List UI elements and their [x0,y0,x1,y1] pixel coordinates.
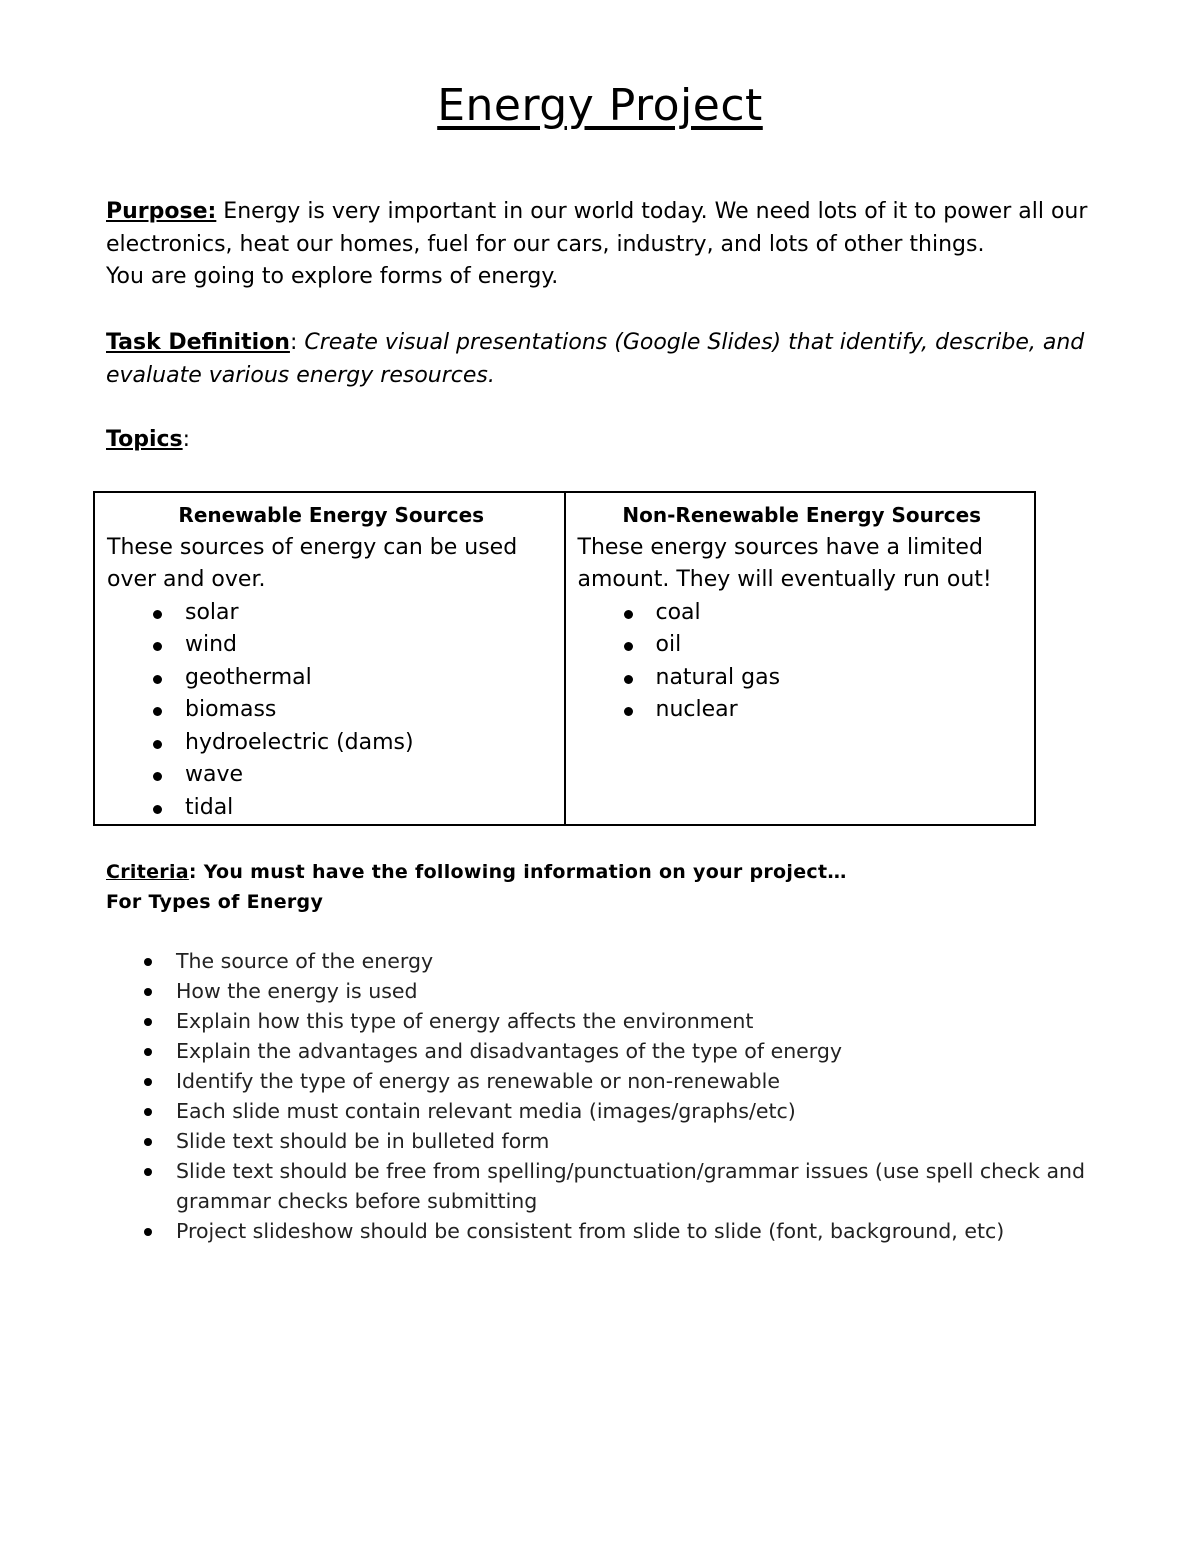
renewable-list [107,597,556,825]
nonrenewable-heading: Non-Renewable Energy Sources [622,503,982,527]
bullet-icon [624,642,633,651]
task-definition-section [106,327,1096,392]
criteria-text: : You must have the following information on your project… [188,861,847,883]
bullet-icon [144,988,152,996]
list-item: hydroelectric (dams) [143,727,556,760]
list-item: Identify the type of energy as renewable or non-renewable [106,1066,1096,1096]
bullet-icon [153,805,162,814]
topics-section [106,424,1096,457]
list-item: biomass [143,694,556,727]
task-colon: : [289,330,298,355]
task-definition-label: Task Definition [106,330,290,355]
list-item: Slide text should be in bulleted form [106,1126,1096,1156]
energy-sources-table [93,491,1036,826]
bullet-icon [144,1078,152,1086]
list-item: nuclear [614,694,1027,727]
renewable-description: These sources of energy can be used over and over. [107,534,518,592]
bullet-icon [153,772,162,781]
list-item: Explain how this type of energy affects the environment [106,1006,1096,1036]
criteria-label: Criteria [106,861,189,883]
bullet-icon [144,1108,152,1116]
purpose-text-2: You are going to explore forms of energy. [106,264,559,289]
nonrenewable-description: These energy sources have a limited amount. They will eventually run out! [577,534,992,592]
list-item: geothermal [143,662,556,695]
list-item: wave [143,759,556,792]
nonrenewable-column [565,492,1036,825]
purpose-text: Energy is very important in our world today. We need lots of it to power all our electronics, heat our homes, fuel for our cars, industry, and lots of other things. [106,199,1088,257]
bullet-icon [624,675,633,684]
renewable-heading: Renewable Energy Sources [178,503,485,527]
nonrenewable-list [578,597,1027,727]
bullet-icon [144,1048,152,1056]
list-item: Project slideshow should be consistent from slide to slide (font, background, etc) [106,1216,1096,1246]
list-item: solar [143,597,556,630]
list-item: How the energy is used [106,976,1096,1006]
bullet-icon [153,642,162,651]
bullet-icon [153,675,162,684]
bullet-icon [144,1138,152,1146]
topics-label: Topics [106,427,183,452]
list-item: oil [614,629,1027,662]
renewable-column [94,492,565,825]
criteria-subheading: For Types of Energy [106,891,324,913]
list-item: The source of the energy [106,946,1096,976]
list-item: Each slide must contain relevant media (images/graphs/etc) [106,1096,1096,1126]
criteria-section [106,857,1096,917]
bullet-icon [624,610,633,619]
bullet-icon [144,1168,152,1176]
bullet-icon [153,610,162,619]
page-title: Energy Project [437,80,763,131]
bullet-icon [144,1228,152,1236]
purpose-label: Purpose: [106,199,217,224]
topics-colon: : [182,427,191,452]
criteria-list [106,946,1096,1246]
purpose-section [106,196,1096,294]
list-item: natural gas [614,662,1027,695]
task-definition-text: Create visual presentations (Google Slides) that identify, describe, and evaluate various energy resources. [106,330,1085,388]
bullet-icon [153,707,162,716]
list-item: coal [614,597,1027,630]
list-item: wind [143,629,556,662]
list-item: tidal [143,792,556,825]
bullet-icon [624,707,633,716]
list-item: Slide text should be free from spelling/punctuation/grammar issues (use spell check and grammar checks before submitting [106,1156,1096,1216]
bullet-icon [144,958,152,966]
list-item: Explain the advantages and disadvantages of the type of energy [106,1036,1096,1066]
bullet-icon [153,740,162,749]
bullet-icon [144,1018,152,1026]
